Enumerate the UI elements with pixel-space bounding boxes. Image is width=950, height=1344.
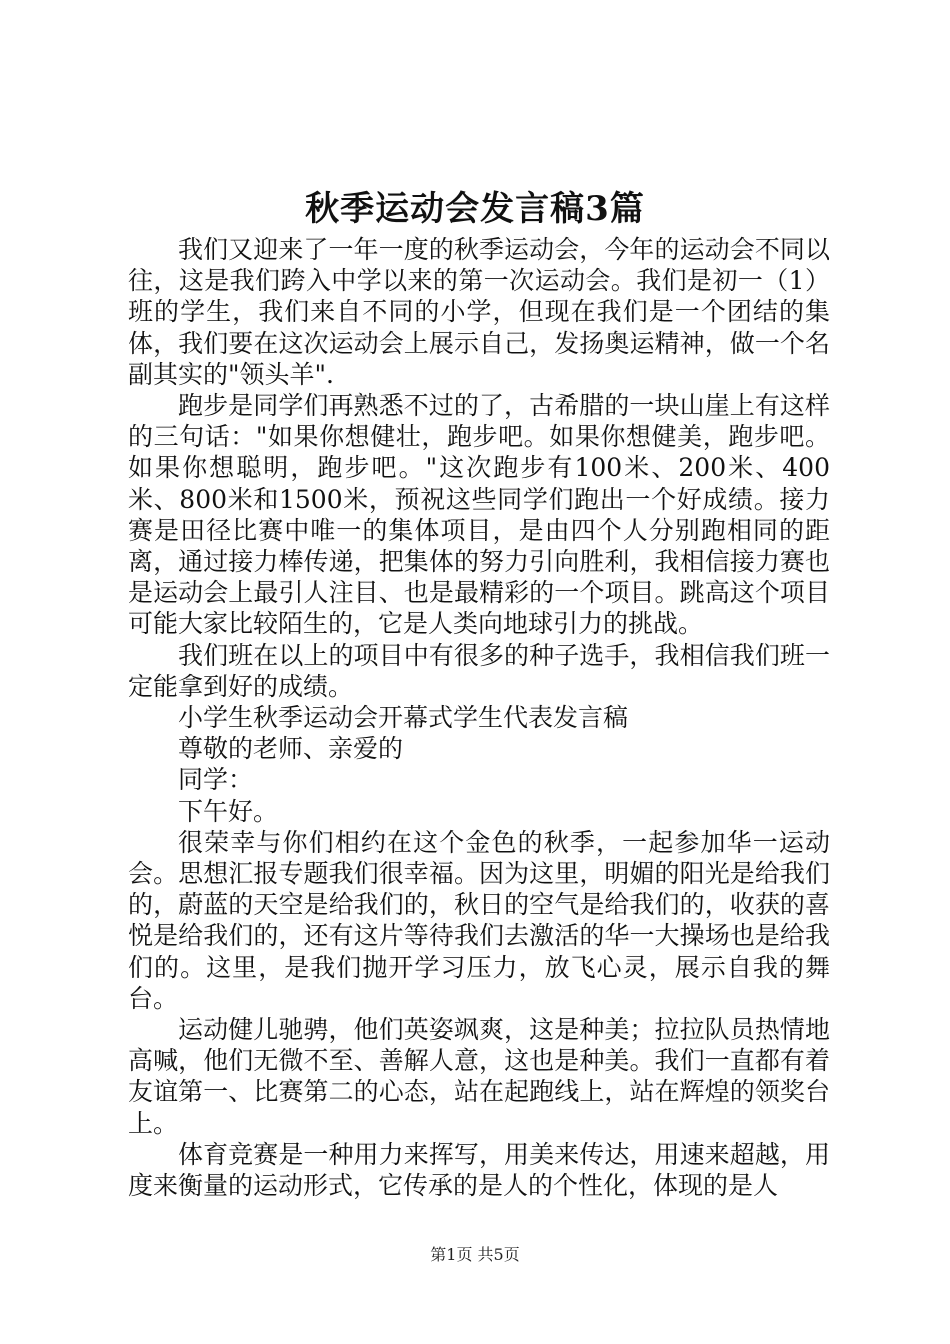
- paragraph: 下午好。: [178, 796, 279, 826]
- page-footer: 第1页 共5页: [430, 1245, 520, 1264]
- document-title: 秋季运动会发言稿3篇: [305, 189, 645, 229]
- paragraph: 体育竞赛是一种用力来挥写，用美来传达，用速来超越，用度来衡量的运动形式，它传承的是人的个性化，体现的是人: [128, 1139, 830, 1201]
- paragraph: 小学生秋季运动会开幕式学生代表发言稿: [178, 703, 629, 733]
- paragraph: 尊敬的老师、亲爱的: [178, 734, 404, 764]
- paragraph: 运动健儿驰骋，他们英姿飒爽，这是种美；拉拉队员热情地高喊，他们无微不至、善解人意，这也是种美。我们一直都有着友谊第一、比赛第二的心态，站在起跑线上，站在辉煌的领奖台上。: [128, 1015, 830, 1138]
- paragraph: 我们班在以上的项目中有很多的种子选手，我相信我们班一定能拿到好的成绩。: [128, 640, 830, 701]
- paragraph: 很荣幸与你们相约在这个金色的秋季，一起参加华一运动会。思想汇报专题我们很幸福。因为这里，明媚的阳光是给我们的，蔚蓝的天空是给我们的，秋日的空气是给我们的，收获的喜悦是给我们的，还有这片等待我们去激活的华一大操场也是给我们的。这里，是我们抛开学习压力，放飞心灵，展示自我的舞台。: [128, 827, 830, 1013]
- document-body: [128, 234, 830, 1201]
- paragraph: 我们又迎来了一年一度的秋季运动会，今年的运动会不同以往，这是我们跨入中学以来的第一次运动会。我们是初一（1）班的学生，我们来自不同的小学，但现在我们是一个团结的集体，我们要在这次运动会上展示自己，发扬奥运精神，做一个名副其实的"领头羊".: [128, 235, 830, 389]
- paragraph: 同学：: [178, 765, 254, 795]
- paragraph: 跑步是同学们再熟悉不过的了，古希腊的一块山崖上有这样的三句话："如果你想健壮，跑步吧。如果你想健美，跑步吧。如果你想聪明，跑步吧。"这次跑步有100米、200米、400米、800米和1500米，预祝这些同学们跑出一个好成绩。接力赛是田径比赛中唯一的集体项目，是由四个人分别跑相同的距离，通过接力棒传递，把集体的努力引向胜利，我相信接力赛也是运动会上最引人注目、也是最精彩的一个项目。跳高这个项目可能大家比较陌生的，它是人类向地球引力的挑战。: [128, 391, 830, 639]
